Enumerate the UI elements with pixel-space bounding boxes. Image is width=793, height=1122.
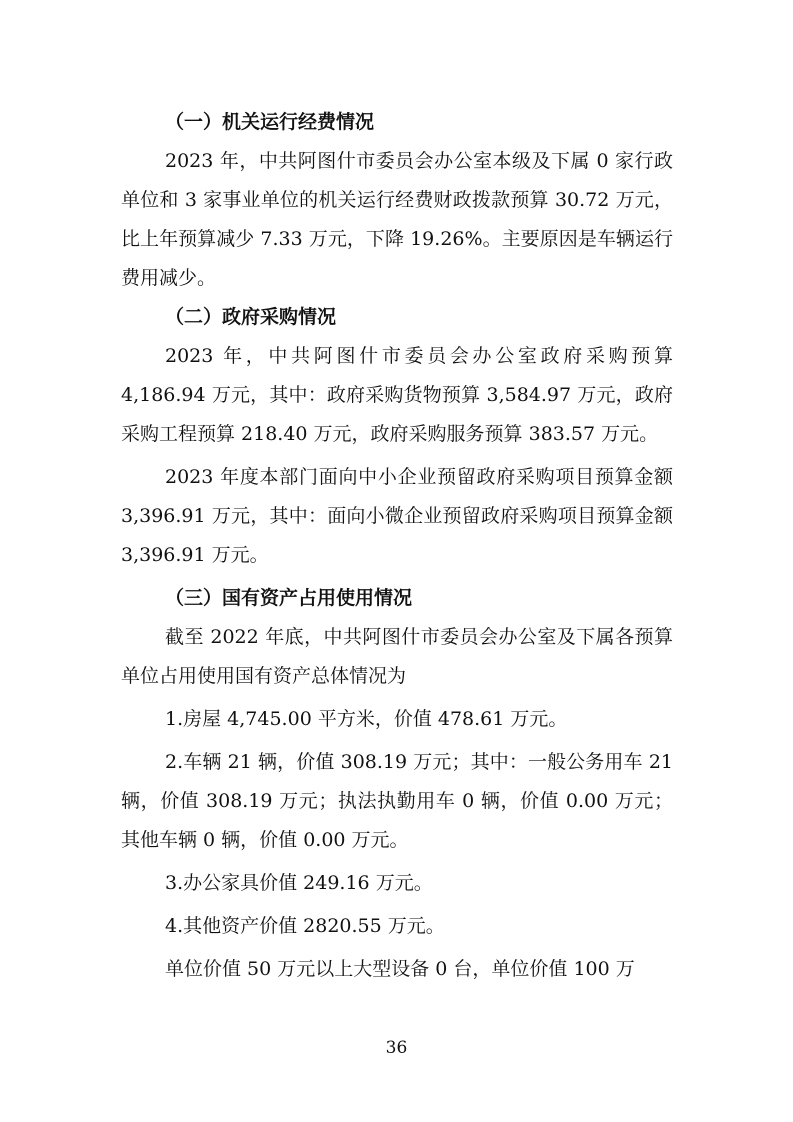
paragraph-assets-other: 4.其他资产价值 2820.55 万元。: [165, 915, 445, 937]
section-heading-state-assets: （三）国有资产占用使用情况: [165, 587, 413, 609]
paragraph-assets-furniture: 3.办公家具价值 249.16 万元。: [165, 872, 433, 894]
paragraph-assets-housing: 1.房屋 4,745.00 平方米，价值 478.61 万元。: [165, 708, 568, 730]
paragraph-procurement-budget: 2023 年，中共阿图什市委员会办公室政府采购预算 4,186.94 万元，其中：政府采购货物预算 3,584.97 万元，政府采购工程预算 218.40 万元，政府采购服务预算 383.57 万元。: [121, 345, 673, 445]
page-number: 36: [385, 1038, 408, 1058]
paragraph-large-equipment: 单位价值 50 万元以上大型设备 0 台，单位价值 100 万: [165, 958, 635, 980]
paragraph-operating-expenses: 2023 年，中共阿图什市委员会办公室本级及下属 0 家行政单位和 3 家事业单位的机关运行经费财政拨款预算 30.72 万元，比上年预算减少 7.33 万元，下降 19.26%。主要原因是车辆运行费用减少。: [121, 150, 673, 289]
section-heading-operating-expenses: （一）机关运行经费情况: [165, 111, 375, 133]
paragraph-assets-overview: 截至 2022 年底，中共阿图什市委员会办公室及下属各预算单位占用使用国有资产总体情况为: [121, 626, 673, 687]
paragraph-sme-reserved-budget: 2023 年度本部门面向中小企业预留政府采购项目预算金额 3,396.91 万元，其中：面向小微企业预留政府采购项目预算金额 3,396.91 万元。: [121, 466, 673, 566]
section-heading-government-procurement: （二）政府采购情况: [165, 306, 337, 328]
paragraph-assets-vehicles: 2.车辆 21 辆，价值 308.19 万元；其中：一般公务用车 21 辆，价值 308.19 万元；执法执勤用车 0 辆，价值 0.00 万元；其他车辆 0 辆，价值 0.00 万元。: [121, 751, 673, 851]
page-content: [121, 103, 673, 989]
